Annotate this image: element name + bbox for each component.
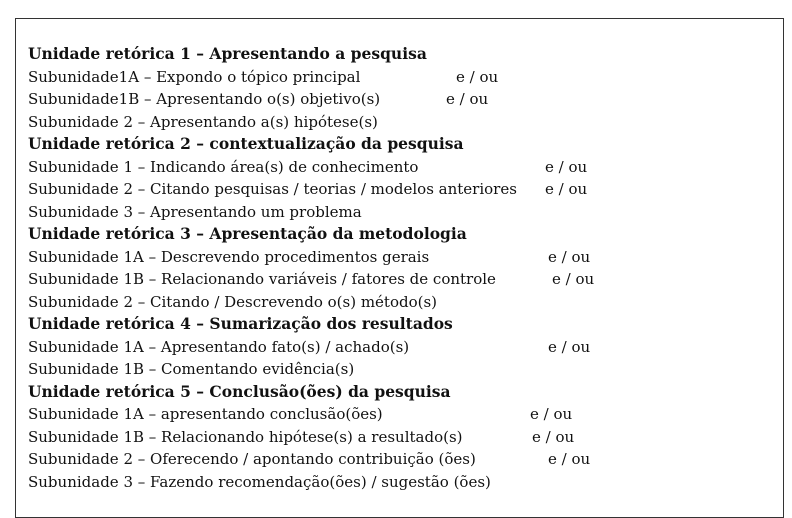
connector-text: e / ou [532, 427, 575, 446]
connector-text: e / ou [548, 247, 591, 266]
line-18 [28, 426, 768, 449]
subunit-text: Subunidade1B – Apresentando o(s) objetivo(s) [28, 90, 381, 108]
subunit-text: Subunidade 1B – Relacionando hipótese(s) a resultado(s) [28, 427, 463, 446]
connector-text: e / ou [545, 157, 588, 176]
connector-text: e / ou [456, 67, 499, 86]
line-13 [28, 313, 768, 336]
subunit-text: Subunidade 2 – Citando / Descrevendo o(s) método(s) [28, 292, 438, 311]
line-1 [28, 43, 768, 66]
unit-heading: Unidade retórica 3 – Apresentação da metodologia [28, 224, 467, 243]
rhetorical-units-list [28, 43, 768, 493]
subunit-text: Subunidade 2 – Apresentando a(s) hipótese(s) [28, 112, 378, 131]
connector-text: e / ou [446, 90, 489, 108]
subunit-text: Subunidade 1 – Indicando área(s) de conhecimento [28, 157, 419, 176]
unit-heading: Unidade retórica 2 – contextualização da pesquisa [28, 134, 464, 153]
subunit-text: Subunidade 1B – Comentando evidência(s) [28, 360, 355, 378]
line-17 [28, 403, 768, 426]
subunit-text: Subunidade 2 – Oferecendo / apontando contribuição (ões) [28, 450, 476, 468]
unit-heading: Unidade retórica 4 – Sumarização dos resultados [28, 314, 453, 333]
line-12 [28, 291, 768, 314]
connector-text: e / ou [545, 180, 588, 198]
subunit-text: Subunidade 1A – apresentando conclusão(ões) [28, 405, 383, 423]
subunit-text: Subunidade 3 – Fazendo recomendação(ões) / sugestão (ões) [28, 472, 491, 491]
subunit-text: Subunidade 1A – Apresentando fato(s) / achado(s) [28, 337, 410, 356]
line-16 [28, 381, 768, 404]
subunit-text: Subunidade 3 – Apresentando um problema [28, 202, 362, 221]
line-14 [28, 336, 768, 359]
line-2 [28, 66, 768, 89]
line-6 [28, 156, 768, 179]
subunit-text: Subunidade 2 – Citando pesquisas / teorias / modelos anteriores [28, 180, 517, 198]
line-19 [28, 448, 768, 471]
connector-text: e / ou [552, 270, 595, 288]
connector-text: e / ou [530, 405, 573, 423]
line-8 [28, 201, 768, 224]
line-15 [28, 358, 768, 381]
subunit-text: Subunidade 1A – Descrevendo procedimentos gerais [28, 247, 430, 266]
line-9 [28, 223, 768, 246]
unit-heading: Unidade retórica 5 – Conclusão(ões) da pesquisa [28, 381, 451, 401]
line-10 [28, 246, 768, 269]
subunit-text: Subunidade 1B – Relacionando variáveis / fatores de controle [28, 270, 496, 288]
subunit-text: Subunidade1A – Expondo o tópico principal [28, 67, 361, 86]
line-4 [28, 111, 768, 134]
line-11 [28, 268, 768, 291]
line-7 [28, 178, 768, 201]
line-20 [28, 471, 768, 494]
line-5 [28, 133, 768, 156]
connector-text: e / ou [548, 337, 591, 356]
line-3 [28, 88, 768, 111]
unit-heading: Unidade retórica 1 – Apresentando a pesquisa [28, 44, 427, 63]
connector-text: e / ou [548, 450, 591, 468]
